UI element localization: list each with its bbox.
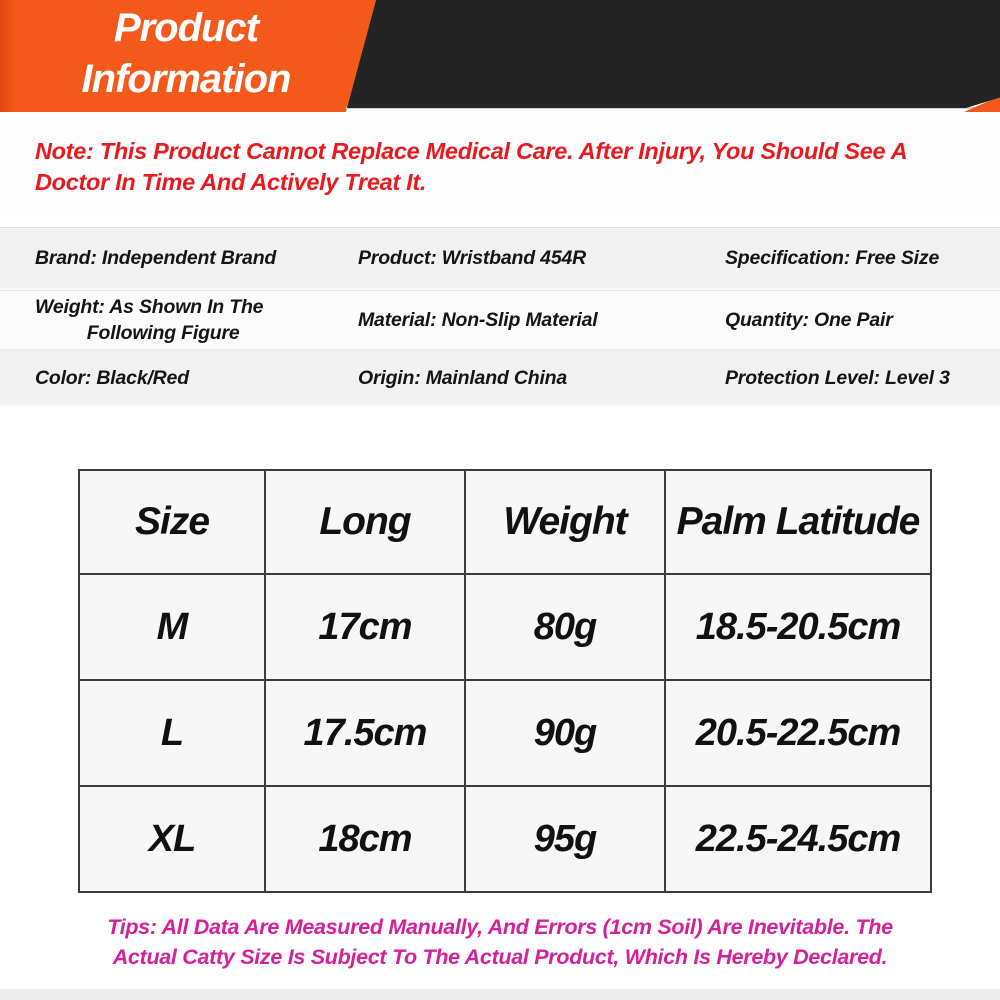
size-chart-head xyxy=(79,470,931,574)
size-chart-table xyxy=(78,469,932,893)
col-header-size: Size xyxy=(79,470,265,574)
attr-quantity: Quantity: One Pair xyxy=(725,309,893,331)
cell-palm-l: 20.5-22.5cm xyxy=(665,680,931,786)
attributes-row-1 xyxy=(0,228,1000,290)
attr-specification: Specification: Free Size xyxy=(725,247,940,269)
col-header-weight: Weight xyxy=(465,470,665,574)
attr-weight-line2: Following Figure xyxy=(86,322,240,344)
attributes-row-3 xyxy=(0,351,1000,407)
table-row-xl xyxy=(79,786,931,892)
attr-protection-level: Protection Level: Level 3 xyxy=(725,367,950,389)
tips-text-line2: Actual Catty Size Is Subject To The Actual Product, Which Is Hereby Declared. xyxy=(112,945,888,969)
page-title xyxy=(0,0,372,108)
tips-text-line1: Tips: All Data Are Measured Manually, And Errors (1cm Soil) Are Inevitable. The xyxy=(107,915,893,939)
cell-weight-xl: 95g xyxy=(465,786,665,892)
page-title-line2: Information xyxy=(81,57,291,101)
cell-size-m: M xyxy=(79,574,265,680)
size-chart-body xyxy=(79,574,931,892)
table-row-l xyxy=(79,680,931,786)
col-header-long: Long xyxy=(265,470,465,574)
cell-weight-m: 80g xyxy=(465,574,665,680)
page-title-line1: Product xyxy=(113,6,259,50)
cell-weight-l: 90g xyxy=(465,680,665,786)
attr-brand: Brand: Independent Brand xyxy=(35,247,277,269)
cell-long-xl: 18cm xyxy=(265,786,465,892)
header-banner xyxy=(0,0,1000,112)
cell-size-xl: XL xyxy=(79,786,265,892)
attr-weight-text xyxy=(35,294,263,346)
col-header-palm-latitude: Palm Latitude xyxy=(665,470,931,574)
attributes-section xyxy=(0,227,1000,407)
table-row-m xyxy=(79,574,931,680)
attr-weight-line1: Weight: As Shown In The xyxy=(35,296,264,318)
cell-long-m: 17cm xyxy=(265,574,465,680)
size-chart-header-row xyxy=(79,470,931,574)
tips-section xyxy=(0,912,1000,972)
note-section xyxy=(0,112,1000,216)
note-text-line1: Note: This Product Cannot Replace Medical Care. After Injury, You Should See A xyxy=(35,138,908,164)
attr-weight xyxy=(0,294,358,346)
attr-color: Color: Black/Red xyxy=(35,367,189,389)
cell-palm-m: 18.5-20.5cm xyxy=(665,574,931,680)
attr-product: Product: Wristband 454R xyxy=(358,247,586,269)
bottom-divider xyxy=(0,989,1000,1000)
attributes-row-2 xyxy=(0,290,1000,351)
cell-size-l: L xyxy=(79,680,265,786)
cell-palm-xl: 22.5-24.5cm xyxy=(665,786,931,892)
attr-material: Material: Non-Slip Material xyxy=(358,309,598,331)
cell-long-l: 17.5cm xyxy=(265,680,465,786)
note-text-line2: Doctor In Time And Actively Treat It. xyxy=(35,169,427,195)
attr-origin: Origin: Mainland China xyxy=(358,367,568,389)
size-chart-section xyxy=(0,407,1000,893)
